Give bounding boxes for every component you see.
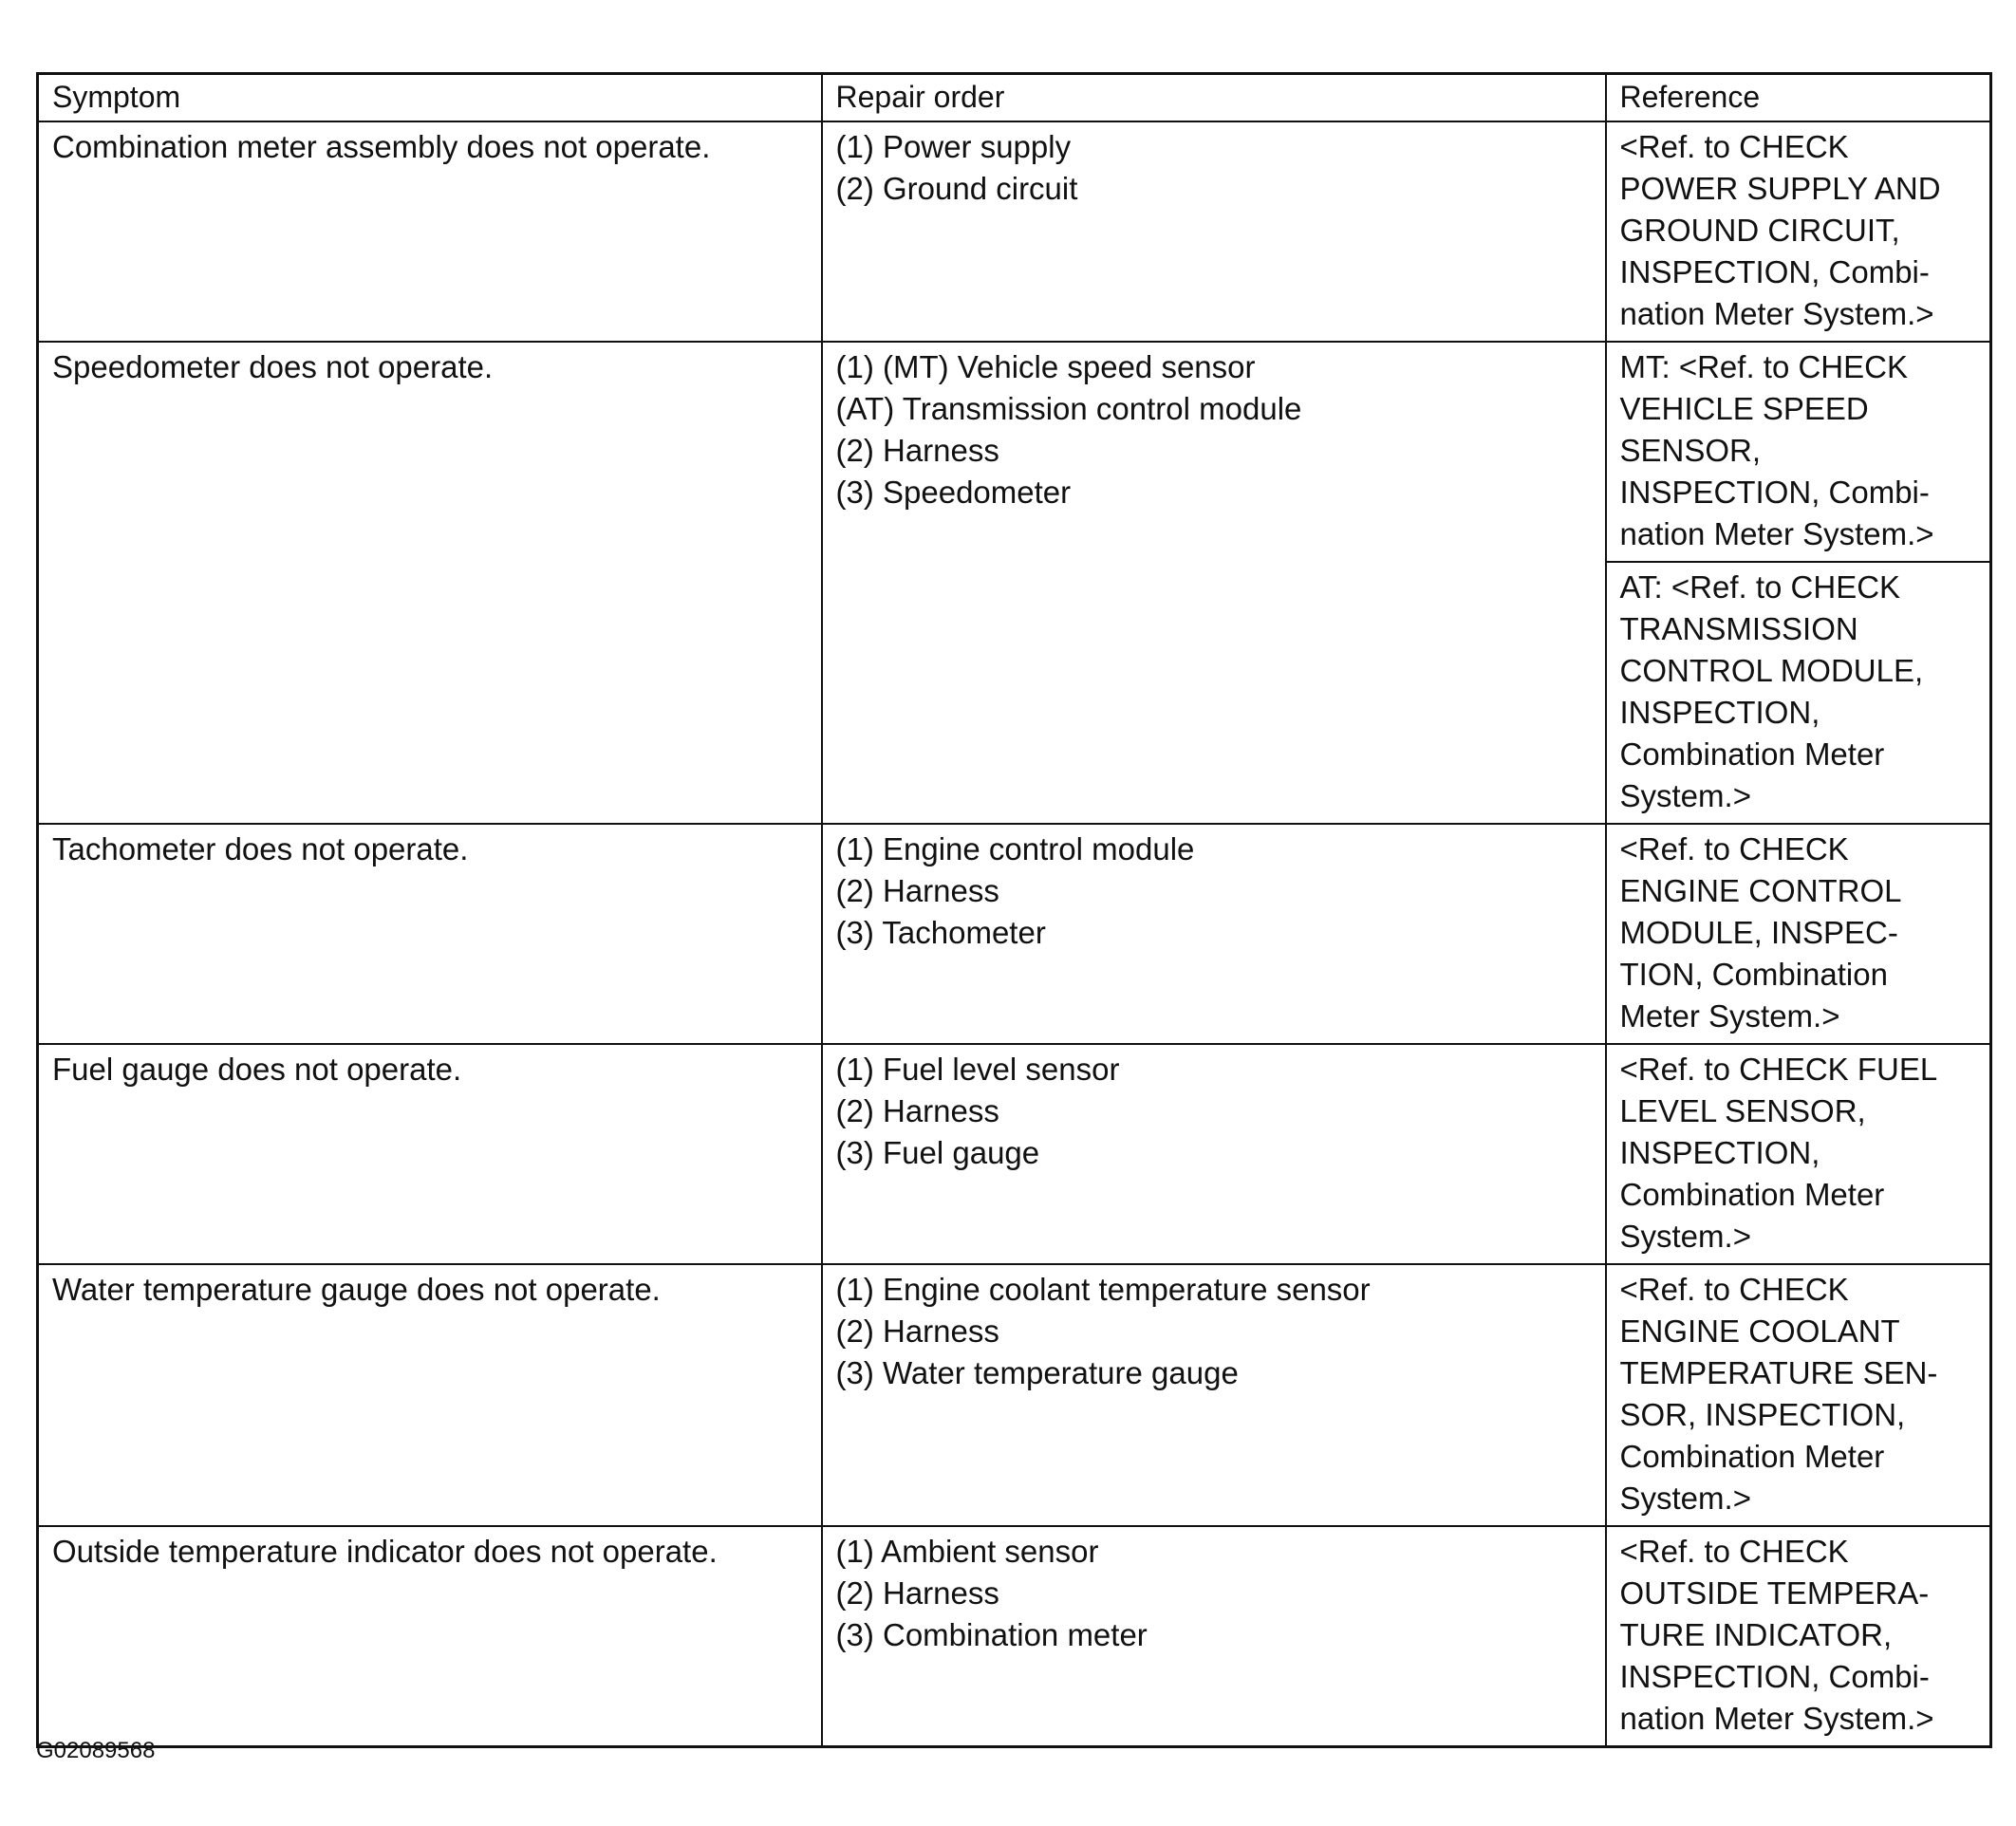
table-row — [38, 824, 1991, 1044]
repair-step: (2) Harness — [835, 1314, 999, 1349]
reference-line: System.> — [1619, 778, 1751, 813]
symptom-text: Water temperature gauge does not operate. — [52, 1272, 661, 1307]
reference-line: POWER SUPPLY AND — [1619, 171, 1941, 206]
reference-line: nation Meter System.> — [1619, 516, 1934, 551]
symptom-text: Outside temperature indicator does not operate. — [52, 1534, 718, 1569]
reference-line: INSPECTION, — [1619, 1135, 1820, 1170]
reference-line: INSPECTION, Combi- — [1619, 1659, 1930, 1694]
repair-step: (2) Harness — [835, 1575, 999, 1611]
troubleshooting-table — [36, 72, 1992, 1748]
symptom-cell — [38, 1526, 822, 1747]
reference-line: MT: <Ref. to CHECK — [1619, 349, 1908, 384]
reference-line: MODULE, INSPEC- — [1619, 915, 1898, 950]
repair-order-cell — [822, 342, 1606, 824]
table-row — [38, 1044, 1991, 1264]
reference-line: System.> — [1619, 1481, 1751, 1516]
reference-line: <Ref. to CHECK — [1619, 1272, 1849, 1307]
table-header-row — [38, 74, 1991, 122]
reference-line: TURE INDICATOR, — [1619, 1617, 1893, 1652]
repair-step: (2) Harness — [835, 873, 999, 908]
table-row — [38, 1526, 1991, 1747]
symptom-text: Fuel gauge does not operate. — [52, 1052, 462, 1087]
repair-step: (3) Water temperature gauge — [835, 1355, 1239, 1390]
reference-line: CONTROL MODULE, — [1619, 653, 1924, 688]
repair-order-cell — [822, 121, 1606, 342]
repair-step: (1) Engine control module — [835, 831, 1195, 866]
reference-cell-at — [1606, 562, 1991, 824]
header-symptom: Symptom — [38, 74, 822, 122]
repair-step: (1) Engine coolant temperature sensor — [835, 1272, 1371, 1307]
repair-step: (1) Ambient sensor — [835, 1534, 1099, 1569]
reference-line: SOR, INSPECTION, — [1619, 1397, 1906, 1432]
reference-line: nation Meter System.> — [1619, 1701, 1934, 1736]
repair-step: (3) Speedometer — [835, 475, 1072, 510]
reference-line: nation Meter System.> — [1619, 296, 1934, 331]
repair-step: (1) Fuel level sensor — [835, 1052, 1120, 1087]
reference-line: <Ref. to CHECK FUEL — [1619, 1052, 1938, 1087]
reference-line: INSPECTION, Combi- — [1619, 254, 1930, 289]
symptom-cell — [38, 121, 822, 342]
repair-step: (2) Ground circuit — [835, 171, 1078, 206]
symptom-text: Speedometer does not operate. — [52, 349, 494, 384]
figure-id: G02089568 — [36, 1738, 156, 1763]
table-row — [38, 342, 1991, 562]
symptom-text: Combination meter assembly does not operate. — [52, 129, 711, 164]
reference-line: Combination Meter — [1619, 736, 1885, 772]
reference-cell — [1606, 1264, 1991, 1526]
repair-step: (3) Tachometer — [835, 915, 1046, 950]
repair-order-cell — [822, 1264, 1606, 1526]
repair-step: (1) (MT) Vehicle speed sensor — [835, 349, 1256, 384]
header-repair-order: Repair order — [822, 74, 1606, 122]
reference-line: OUTSIDE TEMPERA- — [1619, 1575, 1930, 1611]
reference-line: TRANSMISSION — [1619, 611, 1858, 646]
reference-line: VEHICLE SPEED — [1619, 391, 1869, 426]
repair-step: (3) Combination meter — [835, 1617, 1148, 1652]
reference-line: INSPECTION, — [1619, 695, 1820, 730]
symptom-cell — [38, 824, 822, 1044]
symptom-cell — [38, 1264, 822, 1526]
reference-line: ENGINE CONTROL — [1619, 873, 1902, 908]
reference-line: <Ref. to CHECK — [1619, 831, 1849, 866]
reference-line: SENSOR, — [1619, 433, 1762, 468]
repair-step: (3) Fuel gauge — [835, 1135, 1040, 1170]
repair-order-cell — [822, 1044, 1606, 1264]
reference-cell — [1606, 121, 1991, 342]
reference-cell — [1606, 824, 1991, 1044]
reference-line: TION, Combination — [1619, 957, 1888, 992]
symptom-cell — [38, 342, 822, 824]
reference-line: Combination Meter — [1619, 1439, 1885, 1474]
reference-line: Meter System.> — [1619, 998, 1840, 1034]
table-row — [38, 121, 1991, 342]
reference-cell — [1606, 1044, 1991, 1264]
reference-line: AT: <Ref. to CHECK — [1619, 569, 1901, 605]
repair-step: (2) Harness — [835, 433, 999, 468]
repair-order-cell — [822, 824, 1606, 1044]
symptom-cell — [38, 1044, 822, 1264]
reference-cell-mt — [1606, 342, 1991, 562]
reference-line: LEVEL SENSOR, — [1619, 1093, 1866, 1128]
header-reference: Reference — [1606, 74, 1991, 122]
reference-line: TEMPERATURE SEN- — [1619, 1355, 1938, 1390]
repair-step: (AT) Transmission control module — [835, 391, 1302, 426]
symptom-text: Tachometer does not operate. — [52, 831, 469, 866]
reference-line: ENGINE COOLANT — [1619, 1314, 1900, 1349]
reference-line: GROUND CIRCUIT, — [1619, 213, 1900, 248]
repair-step: (1) Power supply — [835, 129, 1072, 164]
reference-line: Combination Meter — [1619, 1177, 1885, 1212]
troubleshooting-table-container — [36, 72, 1989, 1748]
reference-line: <Ref. to CHECK — [1619, 129, 1849, 164]
reference-line: INSPECTION, Combi- — [1619, 475, 1930, 510]
repair-step: (2) Harness — [835, 1093, 999, 1128]
reference-line: <Ref. to CHECK — [1619, 1534, 1849, 1569]
table-row — [38, 1264, 1991, 1526]
reference-line: System.> — [1619, 1219, 1751, 1254]
repair-order-cell — [822, 1526, 1606, 1747]
reference-cell — [1606, 1526, 1991, 1747]
